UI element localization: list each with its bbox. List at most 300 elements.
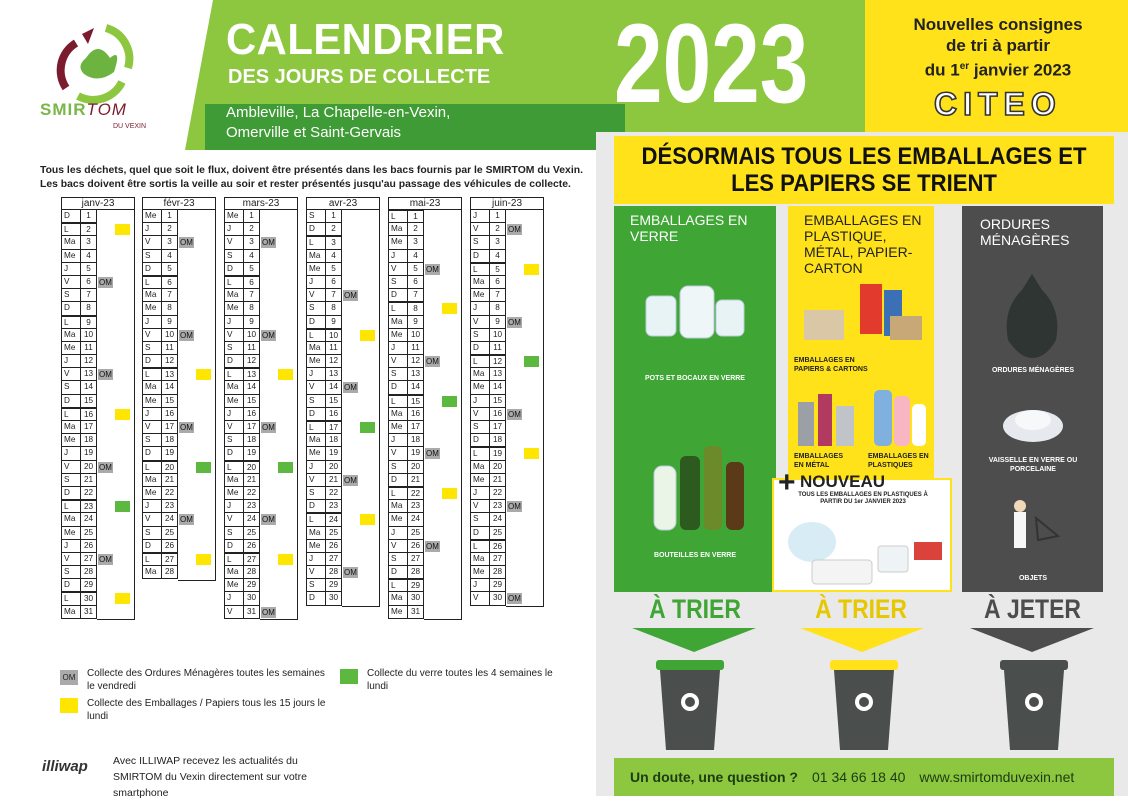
day-number: 27: [490, 553, 506, 566]
day-number: 11: [81, 342, 97, 355]
day-number: 31: [81, 606, 97, 619]
day-row: [388, 368, 462, 381]
day-number: 2: [162, 223, 178, 236]
weekday-label: L: [61, 316, 81, 329]
day-row: [224, 276, 298, 289]
month-header: mai-23: [388, 197, 462, 210]
day-row: [61, 368, 135, 381]
day-number: 22: [162, 487, 178, 500]
day-row: [470, 263, 544, 276]
day-row: [142, 342, 216, 355]
weekday-label: V: [470, 408, 490, 421]
day-row: [142, 316, 216, 329]
smirtom-logo: [36, 18, 176, 138]
caption-plastics: EMBALLAGES EN PLASTIQUES: [868, 453, 929, 469]
day-number: 1: [162, 210, 178, 223]
day-number: 10: [408, 329, 424, 342]
om-marker: OM: [99, 462, 112, 472]
weekday-label: L: [388, 210, 408, 223]
day-number: 12: [490, 355, 506, 368]
day-number: 27: [162, 553, 178, 566]
weekday-label: J: [470, 302, 490, 315]
green-bin-icon: [650, 656, 730, 756]
day-number: 22: [81, 487, 97, 500]
day-row: [224, 606, 298, 619]
day-number: 18: [326, 434, 342, 447]
day-row: [142, 355, 216, 368]
weekday-label: L: [61, 500, 81, 513]
om-marker: OM: [262, 607, 275, 617]
caption-bottles: BOUTEILLES EN VERRE: [653, 552, 737, 559]
month-border: [215, 197, 216, 580]
weekday-label: L: [388, 487, 408, 500]
month-header: avr-23: [306, 197, 380, 210]
day-row: [61, 210, 135, 223]
weekday-label: L: [142, 461, 162, 474]
weekday-label: Ma: [142, 289, 162, 302]
day-number: 23: [490, 500, 506, 513]
day-number: 20: [326, 461, 342, 474]
day-row: [61, 263, 135, 276]
page-subtitle: DES JOURS DE COLLECTE: [228, 66, 491, 88]
day-number: 18: [408, 434, 424, 447]
weekday-label: S: [470, 329, 490, 342]
day-row: [470, 566, 544, 579]
day-number: 28: [244, 566, 260, 579]
weekday-label: D: [61, 487, 81, 500]
weekday-label: J: [388, 250, 408, 263]
column-household-title: ORDURES MÉNAGÈRES: [980, 216, 1070, 248]
day-row: [388, 487, 462, 500]
weekday-label: Ma: [306, 342, 326, 355]
om-marker: OM: [99, 277, 112, 287]
day-row: [142, 368, 216, 381]
caption-objects: OBJETS: [1018, 575, 1047, 582]
day-row: [142, 566, 216, 579]
om-marker: OM: [99, 554, 112, 564]
packaging-marker: [524, 448, 539, 459]
month-bottom-border: [97, 619, 135, 620]
weekday-label: D: [61, 210, 81, 223]
om-marker: OM: [508, 594, 521, 604]
om-marker: OM: [508, 502, 521, 512]
day-row: [142, 263, 216, 276]
day-number: 27: [81, 553, 97, 566]
footer-phone[interactable]: 01 34 66 18 40: [812, 769, 906, 785]
weekday-label: D: [224, 447, 244, 460]
day-number: 2: [326, 223, 342, 236]
om-marker: OM: [426, 449, 439, 459]
weekday-label: L: [224, 368, 244, 381]
day-number: 31: [408, 606, 424, 619]
day-row: [388, 355, 462, 368]
weekday-label: Ma: [61, 236, 81, 249]
weekday-label: Me: [224, 395, 244, 408]
day-row: [306, 342, 380, 355]
day-row: [306, 250, 380, 263]
day-number: 1: [490, 210, 506, 223]
day-row: [470, 250, 544, 263]
day-row: [142, 500, 216, 513]
weekday-label: D: [61, 579, 81, 592]
day-number: 31: [244, 606, 260, 619]
month-bottom-border: [342, 606, 380, 607]
weekday-label: L: [470, 447, 490, 460]
weekday-label: J: [306, 276, 326, 289]
day-number: 26: [408, 540, 424, 553]
weekday-label: L: [224, 461, 244, 474]
day-number: 22: [408, 487, 424, 500]
om-marker: OM: [180, 238, 193, 248]
weekday-label: V: [306, 474, 326, 487]
day-row: [61, 395, 135, 408]
month-column: [388, 197, 462, 619]
day-number: 14: [326, 381, 342, 394]
legend-yellow-swatch: [60, 698, 78, 713]
day-row: [224, 289, 298, 302]
month-bottom-border: [424, 619, 462, 620]
weekday-label: D: [388, 474, 408, 487]
day-number: 7: [244, 289, 260, 302]
day-row: [470, 355, 544, 368]
packaging-marker: [278, 554, 293, 565]
weekday-label: Ma: [306, 250, 326, 263]
packaging-marker: [442, 303, 457, 314]
logo-subtitle: DU VEXIN: [113, 123, 147, 130]
month-border: [297, 197, 298, 619]
day-number: 6: [326, 276, 342, 289]
weekday-label: Ma: [388, 316, 408, 329]
weekday-label: Me: [306, 447, 326, 460]
day-row: [470, 447, 544, 460]
day-number: 2: [490, 223, 506, 236]
day-number: 15: [244, 395, 260, 408]
day-row: [470, 302, 544, 315]
day-number: 29: [81, 579, 97, 592]
month-header: févr-23: [142, 197, 216, 210]
weekday-label: L: [470, 355, 490, 368]
weekday-label: L: [142, 276, 162, 289]
weekday-label: D: [306, 408, 326, 421]
weekday-label: Ma: [470, 368, 490, 381]
weekday-label: L: [306, 421, 326, 434]
day-number: 14: [490, 381, 506, 394]
day-number: 25: [81, 527, 97, 540]
weekday-label: J: [224, 316, 244, 329]
day-row: [470, 276, 544, 289]
day-number: 21: [244, 474, 260, 487]
plus-icon: +: [778, 466, 796, 499]
weekday-label: J: [142, 408, 162, 421]
day-row: [388, 527, 462, 540]
day-row: [306, 474, 380, 487]
day-row: [388, 316, 462, 329]
packaging-marker: [196, 554, 211, 565]
weekday-label: J: [61, 355, 81, 368]
month-bottom-border: [260, 619, 298, 620]
day-number: 13: [490, 368, 506, 381]
weekday-label: J: [224, 408, 244, 421]
day-row: [224, 474, 298, 487]
day-number: 23: [326, 500, 342, 513]
intro-text: Tous les déchets, quel que soit le flux, doivent être présentés dans les bacs fournis par le SMIRTOM du Vexin. Les bacs doivent être sortis la veille au soir et rester présentés jusqu'au passage des véhicules de collecte.: [40, 165, 583, 190]
weekday-label: J: [470, 210, 490, 223]
day-row: [142, 408, 216, 421]
day-row: [388, 421, 462, 434]
day-row: [470, 223, 544, 236]
day-row: [306, 236, 380, 249]
weekday-label: S: [306, 302, 326, 315]
day-number: 9: [162, 316, 178, 329]
weekday-label: Me: [142, 302, 162, 315]
day-number: 4: [490, 250, 506, 263]
weekday-label: D: [61, 395, 81, 408]
weekday-label: D: [142, 263, 162, 276]
day-number: 15: [81, 395, 97, 408]
weekday-label: Ma: [142, 566, 162, 579]
day-row: [224, 421, 298, 434]
weekday-label: S: [388, 461, 408, 474]
weekday-label: Me: [470, 474, 490, 487]
packaging-marker: [442, 488, 457, 499]
day-row: [142, 276, 216, 289]
day-number: 28: [408, 566, 424, 579]
footer-website[interactable]: www.smirtomduvexin.net: [919, 769, 1075, 785]
weekday-label: J: [224, 223, 244, 236]
month-bottom-border: [506, 606, 544, 607]
weekday-label: D: [142, 355, 162, 368]
om-marker: OM: [262, 515, 275, 525]
grey-bin-icon: [994, 656, 1074, 756]
day-row: [470, 474, 544, 487]
packaging-marker: [278, 369, 293, 380]
day-row: [470, 421, 544, 434]
caption-metal: EMBALLAGES EN MÉTAL: [794, 453, 843, 469]
day-row: [224, 461, 298, 474]
day-number: 26: [244, 540, 260, 553]
weekday-label: V: [388, 355, 408, 368]
day-number: 9: [81, 316, 97, 329]
weekday-label: D: [470, 250, 490, 263]
day-row: [224, 566, 298, 579]
day-number: 13: [244, 368, 260, 381]
weekday-label: S: [306, 487, 326, 500]
month-column: [224, 197, 298, 619]
day-row: [470, 316, 544, 329]
weekday-label: J: [470, 395, 490, 408]
packaging-marker: [360, 514, 375, 525]
weekday-label: Ma: [306, 527, 326, 540]
day-number: 29: [408, 579, 424, 592]
weekday-label: V: [224, 236, 244, 249]
om-marker: OM: [180, 515, 193, 525]
month-column: [61, 197, 135, 619]
day-number: 29: [326, 579, 342, 592]
month-column: [142, 197, 216, 579]
day-row: [388, 553, 462, 566]
day-number: 15: [408, 395, 424, 408]
month-border: [543, 197, 544, 606]
day-number: 14: [81, 381, 97, 394]
weekday-label: L: [470, 263, 490, 276]
arrow-down-glass-icon: [632, 628, 756, 652]
day-number: 21: [326, 474, 342, 487]
day-row: [306, 592, 380, 605]
day-number: 26: [490, 540, 506, 553]
day-row: [224, 553, 298, 566]
day-number: 25: [244, 527, 260, 540]
day-row: [61, 500, 135, 513]
weekday-label: S: [388, 553, 408, 566]
day-row: [470, 579, 544, 592]
weekday-label: S: [306, 210, 326, 223]
illiwap-logo: illiwap: [42, 758, 88, 775]
day-row: [306, 395, 380, 408]
day-row: [306, 527, 380, 540]
day-number: 11: [162, 342, 178, 355]
weekday-label: Ma: [61, 606, 81, 619]
day-number: 12: [326, 355, 342, 368]
legend-yellow-text: Collecte des Emballages / Papiers tous les 15 jours le lundi: [87, 698, 326, 722]
day-row: [61, 592, 135, 605]
day-row: [388, 250, 462, 263]
day-row: [470, 434, 544, 447]
om-marker: OM: [508, 317, 521, 327]
weekday-label: Me: [306, 540, 326, 553]
weekday-label: Ma: [224, 289, 244, 302]
weekday-label: Ma: [470, 553, 490, 566]
day-row: [224, 236, 298, 249]
day-number: 1: [81, 210, 97, 223]
weekday-label: J: [388, 527, 408, 540]
weekday-label: S: [61, 289, 81, 302]
day-row: [224, 355, 298, 368]
day-number: 5: [81, 263, 97, 276]
day-row: [388, 500, 462, 513]
weekday-label: L: [224, 276, 244, 289]
day-row: [61, 250, 135, 263]
packaging-marker: [360, 330, 375, 341]
day-row: [306, 461, 380, 474]
weekday-label: Me: [224, 210, 244, 223]
day-row: [470, 540, 544, 553]
cartons-icon: [800, 280, 926, 350]
day-row: [142, 461, 216, 474]
day-row: [61, 276, 135, 289]
day-row: [61, 487, 135, 500]
day-number: 22: [326, 487, 342, 500]
weekday-label: D: [388, 289, 408, 302]
day-number: 16: [162, 408, 178, 421]
day-row: [306, 487, 380, 500]
weekday-label: V: [61, 276, 81, 289]
weekday-label: Ma: [142, 381, 162, 394]
weekday-label: L: [388, 579, 408, 592]
day-row: [388, 223, 462, 236]
om-marker: OM: [99, 370, 112, 380]
weekday-label: L: [388, 395, 408, 408]
day-row: [224, 447, 298, 460]
weekday-label: V: [388, 447, 408, 460]
day-row: [142, 434, 216, 447]
day-row: [142, 474, 216, 487]
weekday-label: V: [61, 553, 81, 566]
day-number: 7: [490, 289, 506, 302]
day-row: [306, 540, 380, 553]
weekday-label: V: [224, 421, 244, 434]
day-row: [388, 513, 462, 526]
om-marker: OM: [344, 475, 357, 485]
weekday-label: S: [470, 421, 490, 434]
day-number: 19: [244, 447, 260, 460]
day-number: 5: [490, 263, 506, 276]
day-number: 17: [408, 421, 424, 434]
day-row: [224, 342, 298, 355]
day-number: 16: [326, 408, 342, 421]
day-number: 5: [326, 263, 342, 276]
day-number: 19: [408, 447, 424, 460]
day-number: 1: [244, 210, 260, 223]
weekday-label: Ma: [470, 276, 490, 289]
day-row: [61, 342, 135, 355]
weekday-label: V: [61, 368, 81, 381]
day-number: 22: [490, 487, 506, 500]
month-border: [134, 197, 135, 619]
day-row: [306, 579, 380, 592]
day-number: 20: [162, 461, 178, 474]
weekday-label: J: [306, 461, 326, 474]
dishes-icon: [1000, 398, 1066, 448]
weekday-label: V: [470, 223, 490, 236]
day-row: [306, 566, 380, 579]
footer-question: Un doute, une question ?: [630, 769, 798, 785]
weekday-label: J: [306, 368, 326, 381]
logo-wordmark: SMIRTOM: [40, 100, 127, 119]
day-row: [61, 579, 135, 592]
glass-marker: [360, 422, 375, 433]
weekday-label: L: [142, 553, 162, 566]
day-row: [224, 395, 298, 408]
day-number: 3: [81, 236, 97, 249]
day-row: [470, 342, 544, 355]
day-number: 1: [326, 210, 342, 223]
day-number: 9: [408, 316, 424, 329]
day-number: 12: [81, 355, 97, 368]
day-row: [306, 289, 380, 302]
glass-marker: [278, 462, 293, 473]
day-number: 10: [244, 329, 260, 342]
day-row: [388, 540, 462, 553]
day-row: [224, 408, 298, 421]
year-heading: 2023: [614, 1, 809, 126]
arrow-down-packaging-icon: [800, 628, 924, 652]
day-number: 23: [408, 500, 424, 513]
day-row: [388, 210, 462, 223]
day-row: [388, 329, 462, 342]
day-number: 25: [326, 527, 342, 540]
day-row: [142, 447, 216, 460]
day-number: 23: [244, 500, 260, 513]
day-row: [142, 487, 216, 500]
day-number: 3: [490, 236, 506, 249]
day-row: [470, 487, 544, 500]
day-row: [388, 408, 462, 421]
day-number: 24: [244, 513, 260, 526]
day-number: 30: [490, 592, 506, 605]
day-row: [142, 329, 216, 342]
weekday-label: L: [224, 553, 244, 566]
day-row: [61, 447, 135, 460]
